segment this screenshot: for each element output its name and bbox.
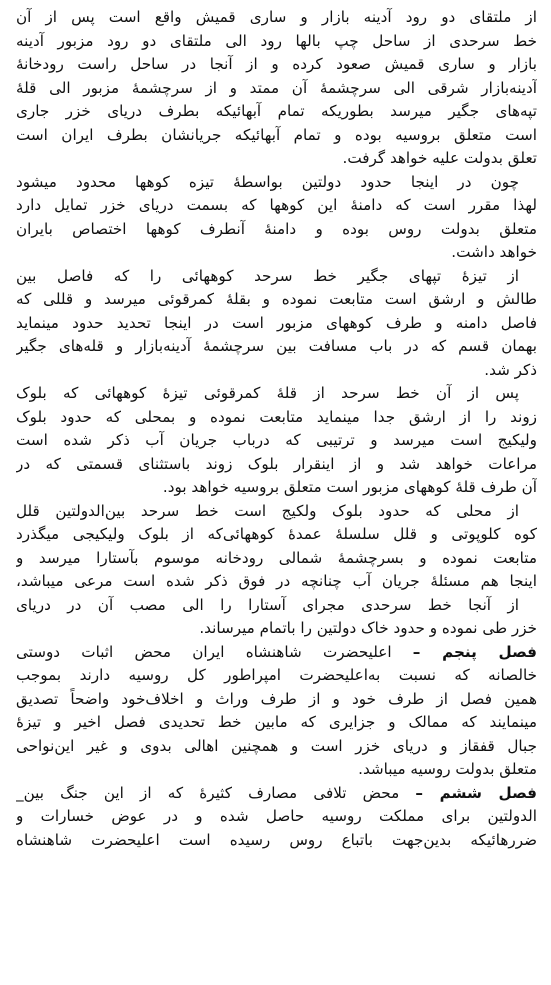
text-line: الدولتین برای مملکت روسیه حاصل شده و در عوض خسارات و — [16, 807, 537, 825]
text-line: از محلی که حدود بلوک ولکیج است خط سرحد بین‌الدولتین قلل — [16, 501, 519, 520]
text-line: آن طرف قلهٔ کوههای مزبور است متعلق بروسیه خواهد بود. — [162, 478, 537, 496]
article-6-first-line: محض تلافی مصارف کثیرهٔ که از این جنگ بین_ — [16, 783, 400, 802]
text-line: مینمایند که ممالک و جزایری که مابین خط تحدیدی فصل اخیر و تیزهٔ — [16, 713, 537, 731]
text-line: اینجا هم مسئلهٔ جریان آب چنانچه در فوق ذکر شده است مرعی میباشد، — [16, 572, 537, 590]
article-5 — [16, 641, 537, 782]
text-line: بهمان قسم که در باب مسافت بین سرچشمهٔ آدینه‌بازار و قله‌های جگیر — [16, 337, 537, 355]
text-line: است متعلق بروسیه بوده و تمام آبهائیکه جریانشان بطرف ایران است — [16, 125, 537, 144]
text-line: متعلق بدولت روسیه میباشد. — [358, 760, 537, 778]
text-line: پس از آن خط سرحد از قلهٔ کمرقوئی تیزهٔ کوهها‌ئی که بلوک — [16, 384, 519, 402]
text-line: جبال قفقاز و دریای خزر است و همچنین اهالی بدوی و غیر این‌نواحی — [16, 736, 537, 755]
text-line: همین فصل از طرف خود و از طرف وراث و اخلاف‌خود واضحاً تصدیق — [16, 689, 537, 708]
text-line: لهذا مقرر است که دامنهٔ این کوهها که بسمت دریای خزر تمایل دارد — [16, 196, 537, 214]
article-6-heading: فصل ششم – — [415, 783, 537, 802]
text-line: از تیزهٔ تپهای جگیر خط سرحد کوهها‌ئی را که فاصل بین — [16, 266, 519, 285]
text-line: خالصانه که نسبت به‌اعلیحضرت امپراطور کل روسیه دارند بموجب — [16, 666, 537, 684]
text-line: فاصل دامنه و طرف کوههای مزبور است در اینجا تحدید حدود مینماید — [16, 313, 537, 332]
paragraph-2 — [16, 171, 537, 265]
text-line: خط سرحدی از ساحل چپ بالها رود الی ملتقای دو رود مزبور آدینه — [16, 31, 537, 50]
text-line: بازار و ساری قمیش صعود کرده و از آنجا در ساحل راست رودخانهٔ — [16, 55, 537, 73]
text-line: از ملتقای دو رود آدینه بازار و ساری قمیش واقع است پس از آن — [16, 8, 537, 26]
text-line: ضررهائیکه بدین‌جهت باتباع روس رسیده است اعلیحضرت شاهنشاه — [16, 830, 537, 849]
text-line: آدینه‌بازار شرقی الی سرچشمهٔ آن ممتد و از سرچشمهٔ مزبور الی قلهٔ — [16, 78, 537, 97]
paragraph-4 — [16, 382, 537, 500]
article-6 — [16, 782, 537, 853]
text-line: تپه‌های جگیر میرسد بطوریکه تمام آبهائیکه بطرف دریای خزر جاری — [16, 102, 537, 120]
text-line: متابعت نموده و بسرچشمهٔ شمالی رودخانه موسوم بآستارا میرسد و — [16, 548, 537, 567]
paragraph-3 — [16, 265, 537, 383]
paragraph-1 — [16, 6, 537, 171]
text-line: چون در اینجا حدود دولتین بواسطهٔ تیزه کوهها محدود میشود — [16, 172, 519, 191]
text-line: زوند را از ارشق جدا مینماید متابعت نموده و بمحلی که حدود بلوک — [16, 407, 537, 426]
paragraph-5 — [16, 500, 537, 594]
text-line: کوه کلوپوتی و قلل سلسلهٔ عمدهٔ کوهها‌ئی‌که از بلوک ولیکیجی میگذرد — [16, 525, 537, 543]
paragraph-6 — [16, 594, 537, 641]
text-line: ذکر شد. — [484, 360, 537, 379]
text-line: ولیکیج است میرسد و ترتیبی که درباب جریان آب ذکر شده است — [16, 431, 537, 449]
text-line: طالش و ارشق است متابعت نموده و بقلهٔ کمرقوئی میرسد و قللی که — [16, 290, 537, 308]
text-line: خواهد داشت. — [451, 243, 537, 261]
text-line: از آنجا خط سرحدی مجرای آستارا را الی مصب آن در دریای — [16, 595, 519, 614]
text-line: تعلق بدولت علیه خواهد گرفت. — [342, 149, 537, 167]
text-line: متعلق بدولت روس بوده و دامنهٔ آنطرف کوهها اختصاص بایران — [16, 219, 537, 238]
text-line: خزر طی نموده و حدود خاک دولتین را باتمام میرساند. — [199, 619, 537, 637]
article-5-first-line: اعلیحضرت شاهنشاه ایران محض اثبات دوستی — [16, 642, 392, 661]
text-line — [16, 641, 537, 665]
article-5-heading: فصل پنجم – — [412, 642, 537, 661]
text-line: مراعات خواهد شد و از اینقرار بلوک زوند باستثنای قسمتی که در — [16, 454, 537, 473]
text-line — [16, 782, 537, 806]
